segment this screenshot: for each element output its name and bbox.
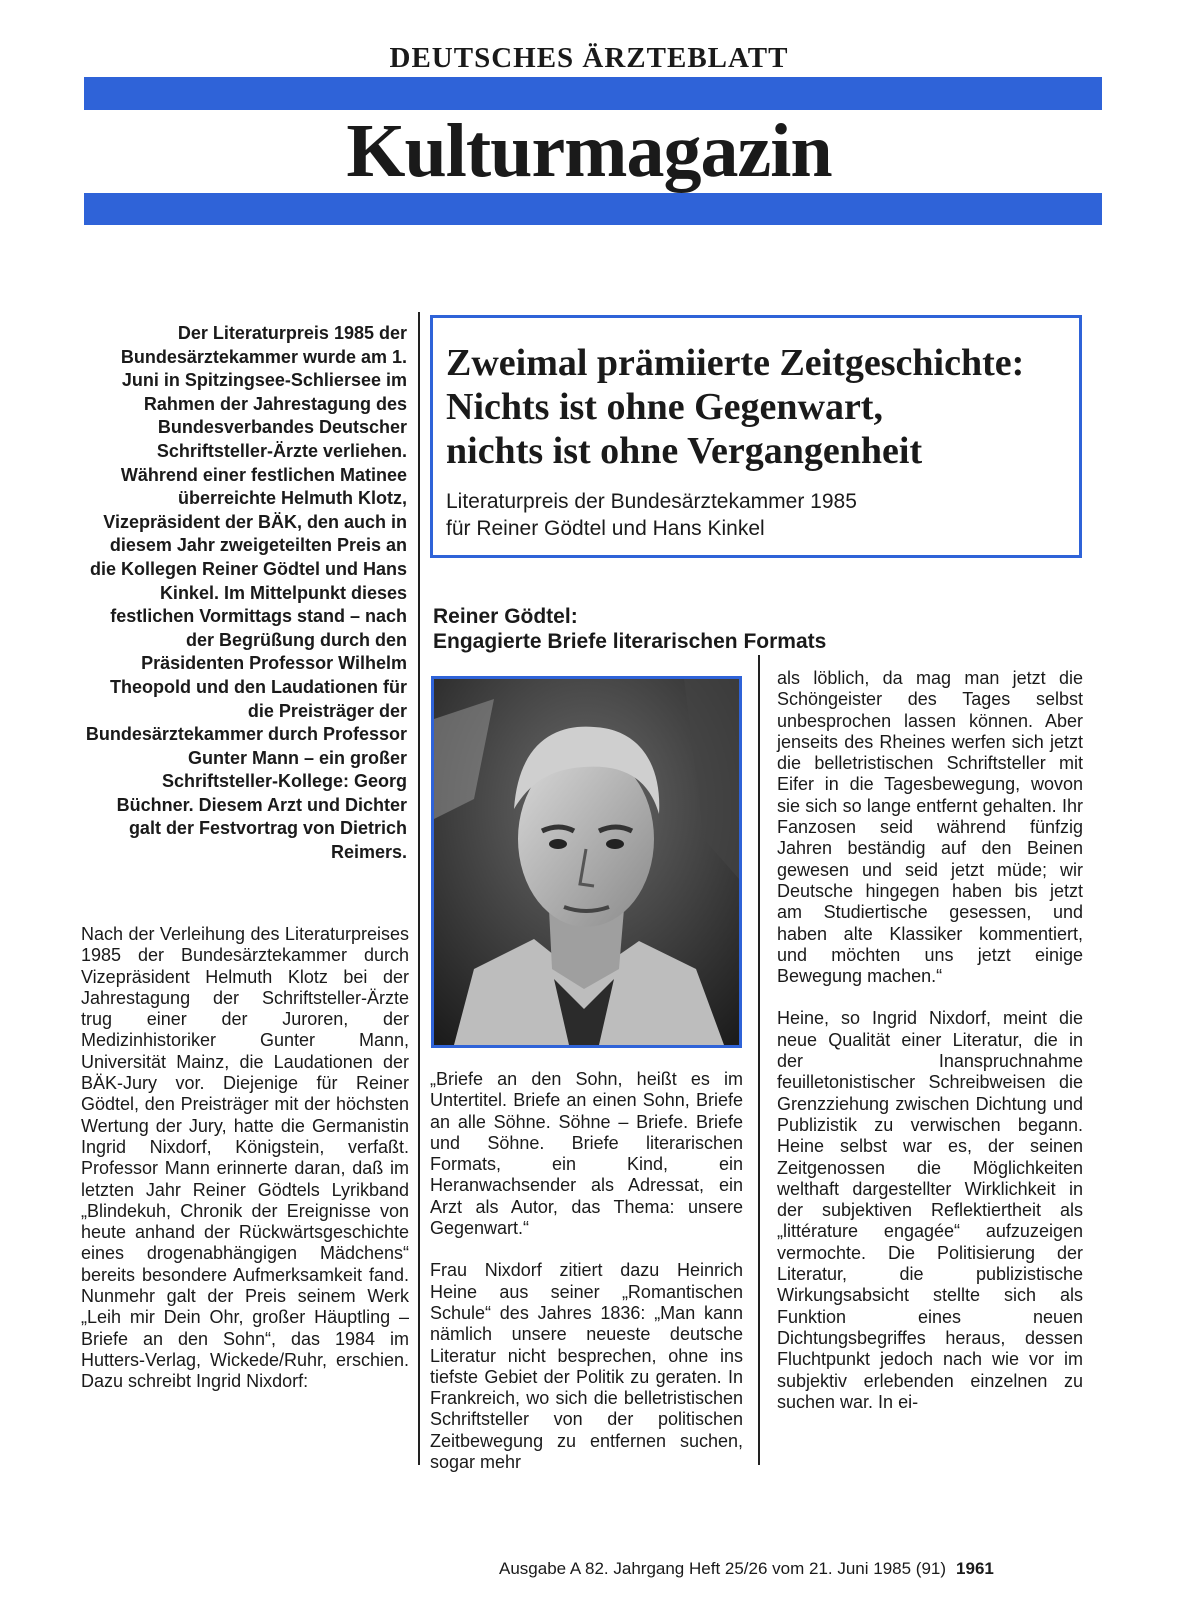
column-2 bbox=[430, 1069, 743, 1494]
bottom-color-band bbox=[84, 193, 1102, 225]
column-1-text: Nach der Verleihung des Literaturpreises 1985 der Bundesärztekammer durch Vizepräsident Helmuth Klotz bei der Jahrestagung der Schriftsteller-Ärzte trug einer der Juroren, der Medizinhistoriker Gunter Mann, Universität Mainz, die Laudationen der BÄK-Jury vor. Diejenige für Reiner Gödtel, den Preisträger mit der höchsten Wertung der Jury, hatte die Germanistin Ingrid Nixdorf, Königstein, verfaßt. Professor Mann erinnerte daran, daß im letzten Jahr Reiner Gödtels Lyrikband „Blindekuh, Chronik der Ereignisse von heute anhand der Rückwärtsgeschichte eines drogenabhängigen Mädchens“ bereits besondere Aufmerksamkeit fand. Nunmehr galt der Preis seinem Werk „Leih mir Dein Ohr, großer Häuptling – Briefe an den Sohn“, das 1984 im Hutters-Verlag, Wickede/Ruhr, erschien. Dazu schreibt Ingrid Nixdorf: bbox=[81, 924, 409, 1392]
headline-line-2: Nichts ist ohne Gegenwart, bbox=[446, 386, 883, 428]
subheadline-line-2: für Reiner Gödtel und Hans Kinkel bbox=[446, 517, 765, 540]
column-2-paragraph-1: „Briefe an den Sohn, heißt es im Untertitel. Briefe an einen Sohn, Briefe an alle Söhne. Söhne – Briefe. Briefe und Söhne. Briefe literarischen Formats, ein Kind, ein Heranwachsender als Adressat, ein Arzt als Autor, das Thema: unsere Gegenwart.“ bbox=[430, 1069, 743, 1239]
masthead: DEUTSCHES ÄRZTEBLATT bbox=[389, 42, 789, 74]
headline-line-1: Zweimal prämiierte Zeitgeschichte: bbox=[446, 342, 1025, 384]
lead-text: Der Literaturpreis 1985 der Bundesärztekammer wurde am 1. Juni in Spitzingsee-Schliersee im Rahmen der Jahrestagung des Bundesverbandes Deutscher Schriftsteller-Ärzte verliehen. Während einer festlichen Matinee überreichte Helmuth Klotz, Vizepräsident der BÄK, den auch in diesem Jahr zweigeteilten Preis an die Kollegen Reiner Gödtel und Hans Kinkel. Im Mittelpunkt dieses festlichen Vormittags stand – nach der Begrüßung durch den Präsidenten Professor Wilhelm Theopold und den Laudationen für die Preisträger der Bundesärztekammer durch Professor Gunter Mann – ein großer Schriftsteller-Kollege: Georg Büchner. Diesem Arzt und Dichter galt der Festvortrag von Dietrich Reimers. bbox=[85, 323, 407, 863]
lead-paragraph bbox=[84, 322, 407, 865]
section-heading bbox=[433, 604, 1053, 654]
page-number: 1961 bbox=[956, 1559, 994, 1578]
portrait-photo bbox=[431, 676, 742, 1048]
portrait-illustration bbox=[434, 679, 739, 1045]
section-title: Kulturmagazin bbox=[346, 109, 832, 193]
column-2-paragraph-2: Frau Nixdorf zitiert dazu Heinrich Heine aus seiner „Romantischen Schule“ des Jahres 1836: „Man kann nämlich unsere neueste deutsche Literatur nicht besprechen, ohne ins tiefste Gebiet der Politik zu geraten. In Frankreich, wo sich die belletristischen Schriftsteller von der politischen Zeitbewegung zu entfernen suchen, sogar mehr bbox=[430, 1260, 743, 1473]
headline bbox=[446, 341, 1086, 473]
column-3-paragraph-1: als löblich, da mag man jetzt die Schöngeister des Tages selbst unbesprochen lassen können. Aber jenseits des Rheines werfen sich jetzt die belletristischen Schriftsteller mit Eifer in die Tagesbewegung, wovon sie sich so lange entfernt gehalten. Ihr Fanzosen seid während fünfzig Jahren beständig auf den Beinen gewesen und seid jetzt müde; wir Deutsche hingegen haben bis jetzt am Studiertische gesessen, und haben alte Klassiker kommentiert, und möchten uns jetzt einige Bewegung machen.“ bbox=[777, 668, 1083, 987]
headline-line-3: nichts ist ohne Vergangenheit bbox=[446, 430, 923, 472]
column-3 bbox=[777, 668, 1083, 1434]
page-footer bbox=[499, 1558, 1079, 1580]
section-heading-line-1: Reiner Gödtel: bbox=[433, 605, 578, 628]
column-divider-left bbox=[418, 312, 420, 1465]
column-1 bbox=[81, 924, 409, 1393]
subheadline bbox=[446, 488, 1066, 542]
column-divider-right bbox=[758, 655, 760, 1465]
section-heading-line-2: Engagierte Briefe literarischen Formats bbox=[433, 630, 827, 653]
subheadline-line-1: Literaturpreis der Bundesärztekammer 1985 bbox=[446, 490, 857, 513]
issue-info: Ausgabe A 82. Jahrgang Heft 25/26 vom 21. Juni 1985 (91) bbox=[499, 1559, 947, 1578]
column-3-paragraph-2: Heine, so Ingrid Nixdorf, meint die neue Qualität einer Literatur, die in der Inanspruchnahme feuilletonistischer Schreibweisen die Grenzziehung zwischen Dichtung und Publizistik zu verwischen begann. Heine selbst war es, der seinen Zeitgenossen die Möglichkeiten welthaft dargestellter Wirklichkeit in der subjektiven Reflektiertheit als „littérature engagée“ aufzuzeigen vermochte. Die Politisierung der Literatur, die publizistische Wirkungsabsicht stellte sich als Funktion eines neuen Dichtungsbegriffes heraus, dessen Fluchtpunkt jedoch nach wie vor im subjektiv erlebenden einzelnen zu suchen war. In ei- bbox=[777, 1008, 1083, 1412]
